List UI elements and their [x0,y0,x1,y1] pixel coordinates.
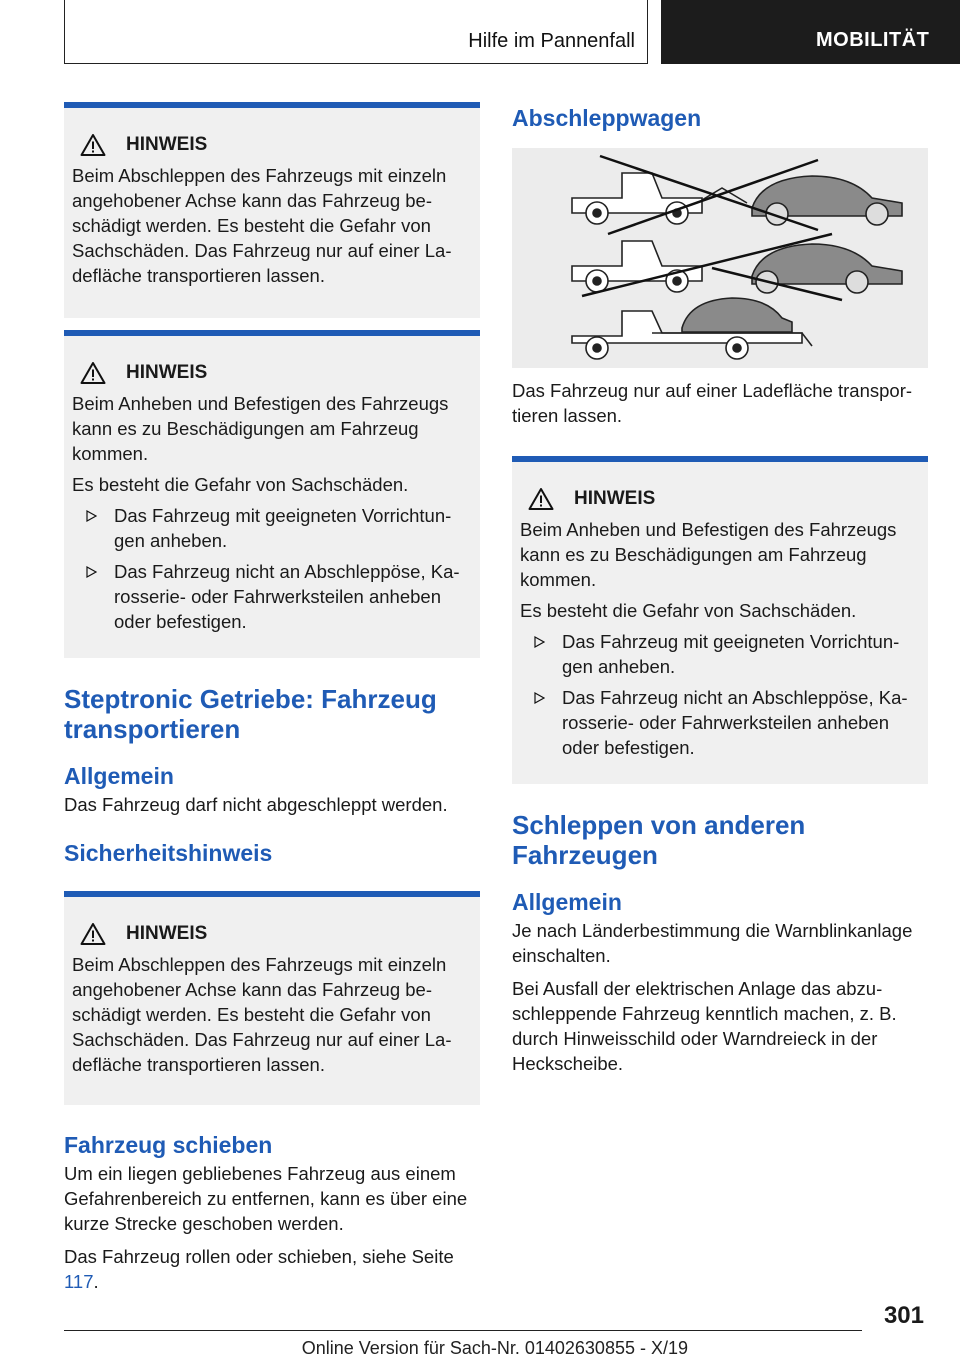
left-column [64,102,480,1294]
subheading-fahrzeug-schieben: Fahrzeug schieben [64,1132,273,1158]
bullet-triangle-icon [86,566,97,578]
bullet-triangle-icon [534,636,545,648]
body-text-span: Das Fahrzeug rollen oder schieben, siehe Seite [64,1246,454,1267]
list-item [86,559,472,634]
notice-text: Beim Abschleppen des Fahrzeugs mit einzeln angehobener Achse kann das Fahrzeug beschädigt werden. Es besteht die Gefahr von Sachschäden. Das Fahrzeug nur auf einer Ladefläche transportieren lassen. [72,165,452,286]
list-item [534,629,920,679]
notice-header [520,486,920,511]
list-item-text: Das Fahrzeug nicht an Abschleppöse, Karosserie- oder Fahrwerksteilen anheben oder befestigen. [562,687,908,758]
notice-list [520,629,920,760]
list-item-text: Das Fahrzeug mit geeigneten Vorrichtungen anheben. [114,505,452,551]
list-item [86,503,472,553]
notice-box [512,456,928,784]
bullet-triangle-icon [534,692,545,704]
page-link[interactable]: 117 [64,1271,94,1292]
header-chapter-tab[interactable]: MOBILITÄT [661,0,960,64]
body-text: Das Fahrzeug darf nicht abgeschleppt werden. [64,794,448,815]
tow-truck-illustration [512,148,928,368]
section-heading-schleppen: Schleppen von anderen Fahrzeugen [512,810,806,870]
footer-divider [64,1330,862,1331]
subheading-allgemein: Allgemein [64,763,174,789]
notice-text: Beim Anheben und Befestigen des Fahrzeugs kann es zu Beschädigungen am Fahrzeug kommen. [520,519,897,590]
header-section-box [64,0,648,64]
warning-icon [80,361,106,385]
notice-header [72,360,472,385]
warning-icon [80,922,106,946]
list-item-text: Das Fahrzeug nicht an Abschleppöse, Karosserie- oder Fahrwerksteilen anheben oder befestigen. [114,561,460,632]
notice-box [64,102,480,318]
list-item-text: Das Fahrzeug mit geeigneten Vorrichtungen anheben. [562,631,900,677]
header-section-title: Hilfe im Pannenfall [468,30,635,52]
notice-title: HINWEIS [574,488,656,509]
section-heading-steptronic: Steptronic Getriebe: Fahrzeug transportieren [64,684,437,744]
bullet-triangle-icon [86,510,97,522]
page-number: 301 [883,1302,924,1329]
body-text: Bei Ausfall der elektrischen Anlage das abzuschleppende Fahrzeug kenntlich machen, z. B. durch Hinweisschild oder Warndreieck in der Heckscheibe. [512,978,897,1074]
notice-title: HINWEIS [126,923,208,944]
subheading-allgemein: Allgemein [512,889,622,915]
notice-box [64,891,480,1105]
warning-icon [528,487,554,511]
figure-caption: Das Fahrzeug nur auf einer Ladefläche transportieren lassen. [512,380,913,426]
right-column [512,102,928,1076]
notice-header [72,921,472,946]
body-text: Je nach Länderbestimmung die Warnblinkanlage einschalten. [512,920,913,966]
subheading-sicherheitshinweis: Sicherheitshinweis [64,840,273,866]
list-item [534,685,920,760]
notice-title: HINWEIS [126,362,208,383]
period: . [93,1271,99,1292]
subheading-abschleppwagen: Abschleppwagen [512,105,702,131]
notice-box [64,330,480,658]
body-text: Um ein liegen gebliebenes Fahrzeug aus einem Gefahrenbereich zu entfernen, kann es über eine kurze Strecke geschoben werden. [64,1163,468,1234]
body-text-with-link [64,1244,480,1294]
notice-list [72,503,472,634]
notice-text: Es besteht die Gefahr von Sachschäden. [520,600,857,621]
notice-title: HINWEIS [126,134,208,155]
notice-text: Beim Anheben und Befestigen des Fahrzeugs kann es zu Beschädigungen am Fahrzeug kommen. [72,393,449,464]
notice-header [72,132,472,157]
notice-text: Es besteht die Gefahr von Sachschäden. [72,474,409,495]
warning-icon [80,133,106,157]
notice-text: Beim Abschleppen des Fahrzeugs mit einzeln angehobener Achse kann das Fahrzeug beschädigt werden. Es besteht die Gefahr von Sachschäden. Das Fahrzeug nur auf einer Ladefläche transportieren lassen. [72,954,452,1075]
footer-online-version: Online Version für Sach-Nr. 01402630855 - X/19 [301,1338,688,1358]
